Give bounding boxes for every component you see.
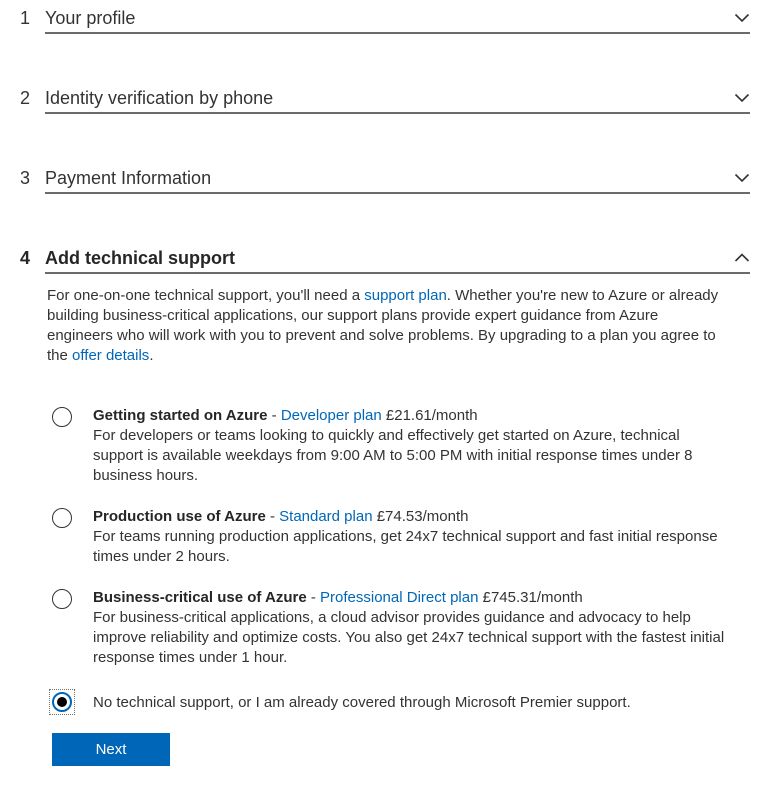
section-header-identity-verification[interactable]	[0, 84, 783, 112]
plan-text	[93, 507, 725, 567]
plan-separator: -	[267, 407, 281, 424]
plan-title: Getting started on Azure	[93, 407, 268, 424]
plan-separator: -	[265, 508, 280, 525]
section-divider	[45, 112, 750, 114]
intro-text: For one-on-one technical support, you'll need a	[47, 287, 365, 304]
plan-price: £74.53/month	[372, 508, 469, 525]
technical-support-content	[0, 286, 783, 766]
section-header-payment-information[interactable]	[0, 164, 783, 192]
chevron-up-icon[interactable]	[734, 253, 750, 263]
developer-plan-link[interactable]: Developer plan	[280, 407, 382, 424]
section-divider	[45, 32, 750, 34]
plan-description: For developers or teams looking to quickly and effectively get started on Azure, technical support is available weekdays from 9:00 AM to 5:00 PM with initial response times under 8 business hours.	[93, 427, 693, 484]
standard-plan-link[interactable]: Standard plan	[279, 508, 373, 525]
section-identity-verification	[0, 84, 783, 114]
professional-direct-plan-link[interactable]: Professional Direct plan	[320, 589, 479, 606]
plan-option-standard	[0, 507, 783, 567]
plan-text	[93, 588, 725, 668]
radio-button-professional-direct[interactable]	[52, 589, 72, 609]
radio-button-standard[interactable]	[52, 508, 72, 528]
plan-option-no-support	[0, 689, 783, 715]
plan-text	[93, 406, 725, 486]
radio-button-no-support-selected[interactable]	[52, 692, 72, 712]
plan-price: £21.61/month	[381, 407, 478, 424]
plan-option-professional-direct	[0, 588, 783, 668]
intro-text: .	[149, 347, 154, 364]
intro-text: . Whether you're new to Azure or already building business-critical applications, our support plans provide expert guidance from Azure engineers who will work with you to prevent and solve problems. By upgrading to a plan you agree to the	[47, 287, 719, 364]
offer-details-link[interactable]: offer details	[72, 347, 150, 364]
section-header-add-technical-support[interactable]	[0, 244, 783, 272]
support-plan-options	[0, 406, 783, 715]
plan-title-line	[93, 507, 725, 527]
plan-description: For teams running production applications, get 24x7 technical support and fast initial response times under 2 hours.	[93, 528, 718, 565]
section-your-profile	[0, 4, 783, 34]
section-title: Your profile	[45, 7, 136, 28]
support-intro-paragraph	[47, 286, 727, 366]
section-number: 2	[20, 87, 31, 108]
plan-description: For business-critical applications, a cloud advisor provides guidance and advocacy to help improve reliability and optimize costs. You also get 24x7 technical support with the fastest initial response times under 1 hour.	[93, 609, 725, 666]
plan-title: Production use of Azure	[93, 508, 266, 525]
section-header-your-profile[interactable]	[0, 4, 783, 32]
section-divider	[45, 192, 750, 194]
next-button[interactable]: Next	[52, 733, 170, 766]
section-add-technical-support	[0, 244, 783, 766]
section-divider	[45, 272, 750, 274]
plan-title: Business-critical use of Azure	[93, 589, 307, 606]
plan-option-developer	[0, 406, 783, 486]
radio-button-developer[interactable]	[52, 407, 72, 427]
radio-focus-ring	[49, 689, 75, 715]
section-payment-information	[0, 164, 783, 194]
no-support-label: No technical support, or I am already covered through Microsoft Premier support.	[93, 693, 631, 711]
section-number: 4	[20, 247, 31, 268]
section-number: 1	[20, 7, 31, 28]
plan-price: £745.31/month	[478, 589, 583, 606]
section-title: Add technical support	[45, 247, 236, 268]
section-title: Payment Information	[45, 167, 212, 188]
chevron-down-icon[interactable]	[734, 13, 750, 23]
section-title: Identity verification by phone	[45, 87, 274, 108]
plan-title-line	[93, 588, 725, 608]
support-plan-link[interactable]: support plan	[364, 287, 447, 304]
section-number: 3	[20, 167, 31, 188]
chevron-down-icon[interactable]	[734, 173, 750, 183]
plan-title-line	[93, 406, 725, 426]
chevron-down-icon[interactable]	[734, 93, 750, 103]
plan-separator: -	[306, 589, 321, 606]
